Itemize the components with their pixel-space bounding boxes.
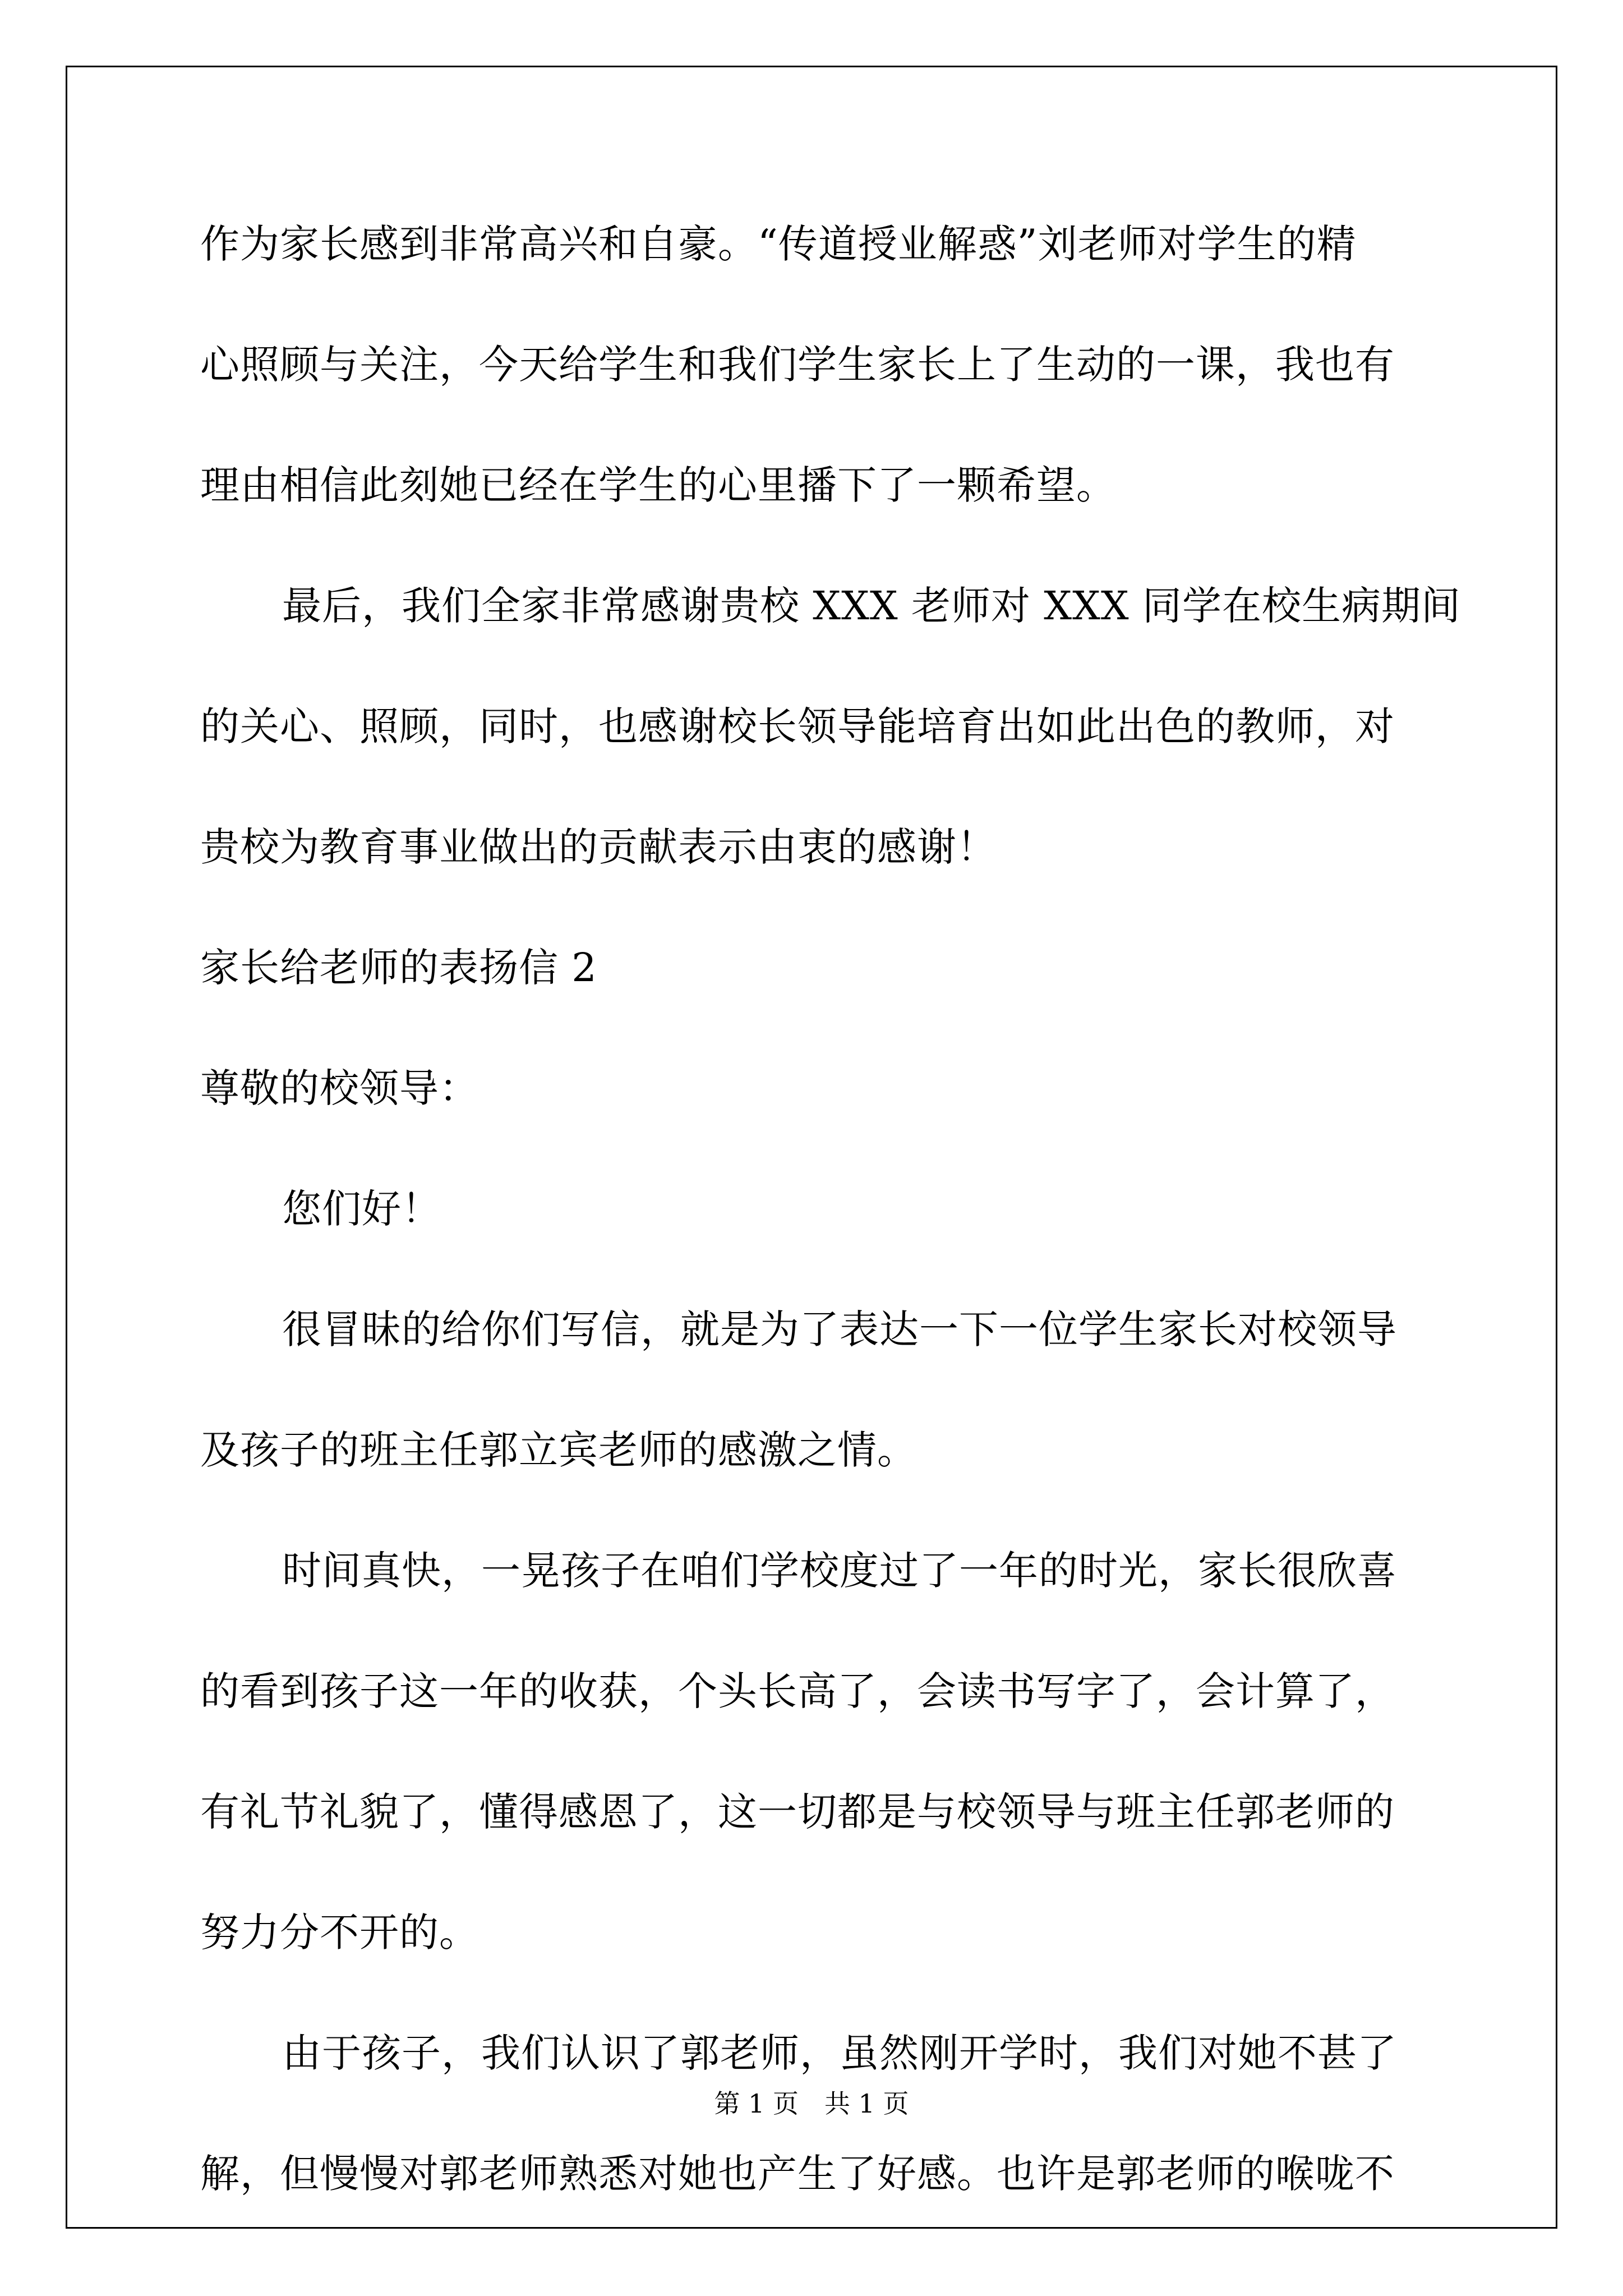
page-border — [66, 66, 1557, 2229]
text-line: 的关心、照顾，同时，也感谢校长领导能培育出如此出色的教师，对 — [200, 703, 1395, 749]
text-line: 心照顾与关注，今天给学生和我们学生家长上了生动的一课，我也有 — [200, 342, 1395, 388]
section-heading: 家长给老师的表扬信 2 — [200, 945, 597, 991]
text-line: 理由相信此刻她已经在学生的心里播下了一颗希望。 — [200, 462, 1116, 508]
text-line: 时间真快，一晃孩子在咱们学校度过了一年的时光，家长很欣喜 — [282, 1548, 1397, 1594]
text-line: 努力分不开的。 — [200, 1910, 479, 1955]
text-line: 贵校为教育事业做出的贡献表示由衷的感谢！ — [200, 824, 997, 870]
text-line: 的看到孩子这一年的收获，个头长高了，会读书写字了，会计算了， — [200, 1668, 1395, 1714]
text-line: 作为家长感到非常高兴和自豪。“传道授业解惑”刘老师对学生的精 — [200, 221, 1357, 267]
salutation: 尊敬的校领导： — [200, 1065, 479, 1111]
text-line: 由于孩子，我们认识了郭老师，虽然刚开学时，我们对她不甚了 — [282, 2030, 1397, 2076]
page-footer: 第 1 页 共 1 页 — [714, 2088, 909, 2119]
text-line: 最后，我们全家非常感谢贵校 XXX 老师对 XXX 同学在校生病期间 — [282, 583, 1461, 629]
text-line: 及孩子的班主任郭立宾老师的感激之情。 — [200, 1427, 917, 1473]
greeting: 您们好！ — [282, 1186, 441, 1232]
text-line: 解，但慢慢对郭老师熟悉对她也产生了好感。也许是郭老师的喉咙不 — [200, 2151, 1395, 2197]
text-line: 很冒昧的给你们写信，就是为了表达一下一位学生家长对校领导 — [282, 1306, 1397, 1352]
text-line: 有礼节礼貌了，懂得感恩了，这一切都是与校领导与班主任郭老师的 — [200, 1789, 1395, 1835]
